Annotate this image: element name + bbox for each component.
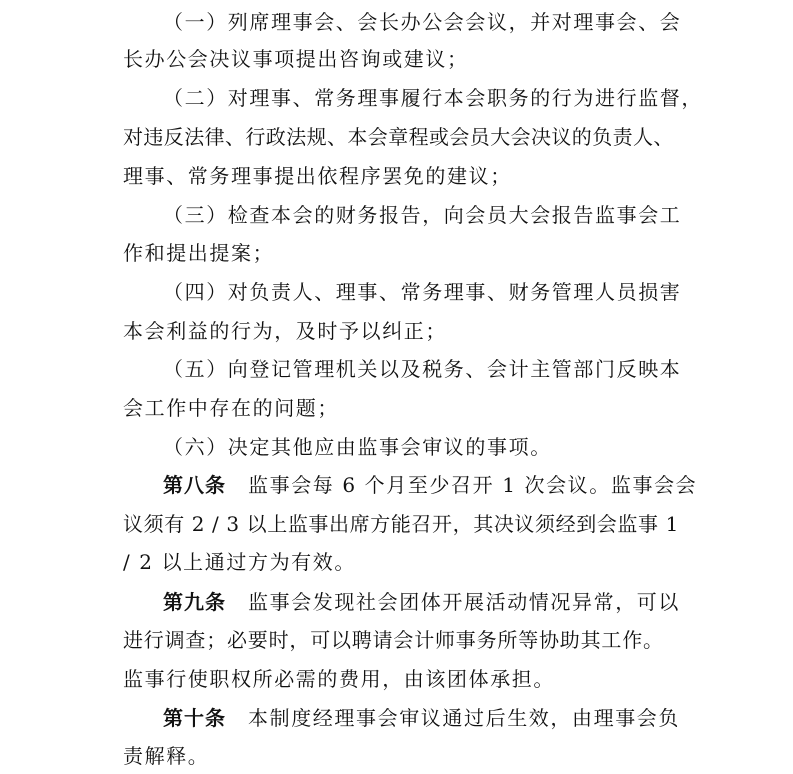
article-8-line-1 [163,473,698,497]
clause-3-line-1: （三）检查本会的财务报告，向会员大会报告监事会工 [163,203,682,227]
clause-1-line-1: （一）列席理事会、会长办公会会议，并对理事会、会 [163,10,682,34]
clause-4-line-2: 本会利益的行为，及时予以纠正； [123,319,447,343]
clause-5-line-2: 会工作中存在的问题； [123,396,339,420]
article-8-label: 第八条 [163,473,226,497]
article-10-line-2: 责解释。 [123,744,210,768]
clause-3-line-2: 作和提出提案； [123,241,275,265]
article-8-text-1: 监事会每 6 个月至少召开 1 次会议。监事会会 [248,473,698,497]
clause-2-line-1: （二）对理事、常务理事履行本会职务的行为进行监督， [163,86,703,110]
article-8-line-2: 议须有 2 / 3 以上监事出席方能召开，其决议须经到会监事 1 [123,512,679,536]
article-10-label: 第十条 [163,706,226,730]
article-9-label: 第九条 [163,590,226,614]
clause-6-line-1: （六）决定其他应由监事会审议的事项。 [163,435,552,459]
article-9-line-3: 监事行使职权所必需的费用，由该团体承担。 [123,667,555,691]
clause-2-line-2: 对违反法律、行政法规、本会章程或会员大会决议的负责人、 [123,125,674,149]
clause-2-line-3: 理事、常务理事提出依程序罢免的建议； [123,164,512,188]
article-10-line-1 [163,706,683,730]
clause-4-line-1: （四）对负责人、理事、常务理事、财务管理人员损害 [163,280,682,304]
article-9-line-1 [163,590,683,614]
clause-1-line-2: 长办公会决议事项提出咨询或建议； [123,47,469,71]
clause-5-line-1: （五）向登记管理机关以及税务、会计主管部门反映本 [163,357,682,381]
article-9-text-1: 监事会发现社会团体开展活动情况异常，可以 [248,590,680,614]
article-10-text-1: 本制度经理事会审议通过后生效，由理事会负 [248,706,680,730]
article-8-line-3: / 2 以上通过方为有效。 [123,550,356,574]
article-9-line-2: 进行调查；必要时，可以聘请会计师事务所等协助其工作。 [123,628,664,652]
